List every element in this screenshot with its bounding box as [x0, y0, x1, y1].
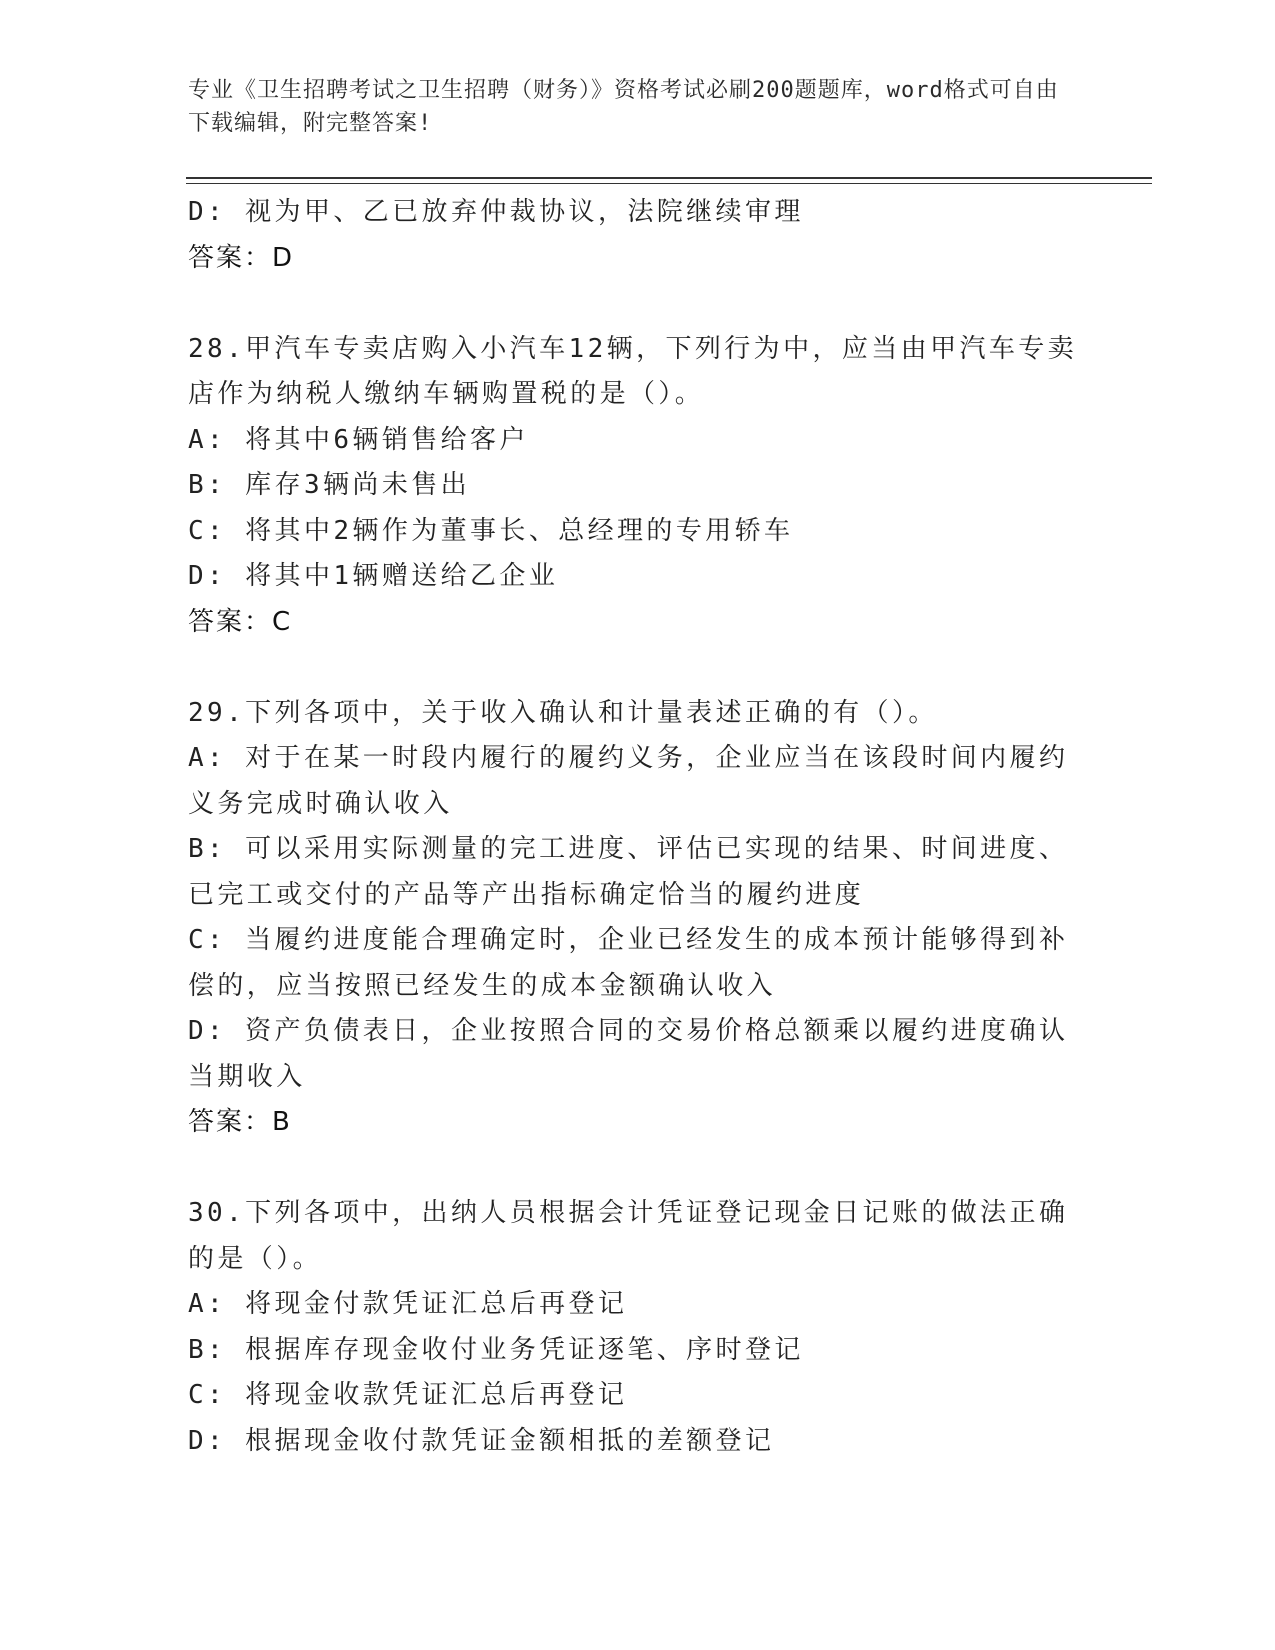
q27-answer: 答案：D — [188, 242, 295, 273]
document-header: 专业《卫生招聘考试之卫生招聘（财务）》资格考试必刷200题题库，word格式可自由下载编辑，附完整答案! — [188, 78, 1059, 136]
q29-option-d: D: 资产负债表日，企业按照合同的交易价格总额乘以履约进度确认当期收入 — [188, 1016, 1069, 1092]
question-content — [188, 190, 1088, 1464]
q28-option-a: A: 将其中6辆销售给客户 — [188, 424, 529, 455]
q28-option-c: C: 将其中2辆作为董事长、总经理的专用轿车 — [188, 515, 794, 546]
q29-option-a: A: 对于在某一时段内履行的履约义务，企业应当在该段时间内履约义务完成时确认收入 — [188, 743, 1069, 819]
header-rule-thin — [186, 183, 1152, 184]
header-rule-thick — [186, 177, 1152, 179]
q29-option-c: C: 当履约进度能合理确定时，企业已经发生的成本预计能够得到补偿的，应当按照已经发生的成本金额确认收入 — [188, 925, 1069, 1001]
q29-stem: 29.下列各项中，关于收入确认和计量表述正确的有（）。 — [188, 697, 938, 728]
question-29 — [188, 691, 1088, 1146]
question-27-tail — [188, 190, 1088, 281]
q29-answer: 答案：B — [188, 1107, 292, 1137]
q30-option-b: B: 根据库存现金收付业务凭证逐笔、序时登记 — [188, 1334, 804, 1365]
q30-option-c: C: 将现金收款凭证汇总后再登记 — [188, 1380, 628, 1410]
q27-option-d: D: 视为甲、乙已放弃仲裁协议，法院继续审理 — [188, 197, 804, 227]
q28-stem: 28.甲汽车专卖店购入小汽车12辆，下列行为中，应当由甲汽车专卖店作为纳税人缴纳车辆购置税的是（）。 — [188, 333, 1078, 409]
spacer — [188, 645, 1088, 691]
question-28 — [188, 327, 1088, 646]
q28-option-d: D: 将其中1辆赠送给乙企业 — [188, 561, 559, 591]
spacer — [188, 1146, 1088, 1192]
q29-option-b: B: 可以采用实际测量的完工进度、评估已实现的结果、时间进度、已完工或交付的产品等产出指标确定恰当的履约进度 — [188, 834, 1069, 910]
q28-option-b: B: 库存3辆尚未售出 — [188, 470, 471, 500]
question-30 — [188, 1191, 1088, 1464]
q28-answer: 答案：C — [188, 606, 293, 637]
spacer — [188, 281, 1088, 327]
q30-stem: 30.下列各项中，出纳人员根据会计凭证登记现金日记账的做法正确的是（）。 — [188, 1198, 1069, 1274]
q30-option-a: A: 将现金付款凭证汇总后再登记 — [188, 1289, 628, 1319]
q30-option-d: D: 根据现金收付款凭证金额相抵的差额登记 — [188, 1425, 775, 1456]
